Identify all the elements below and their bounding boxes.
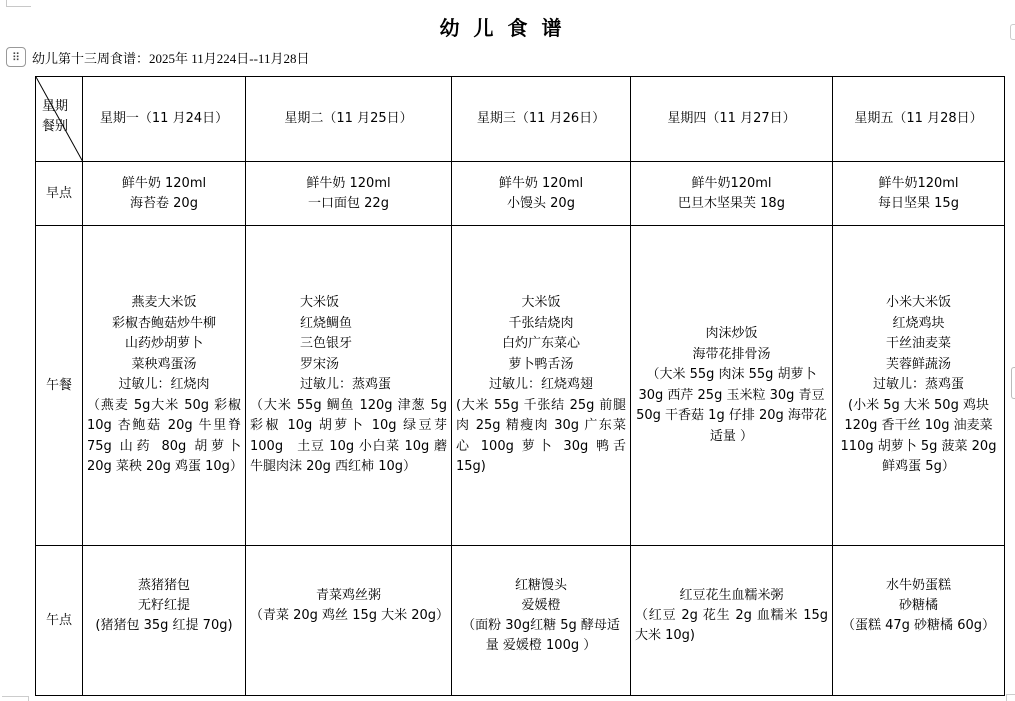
lunch-cell-mon (83, 226, 246, 546)
snack-cell-tue (246, 546, 452, 696)
dish-name: 彩椒杏鲍菇炒牛柳 (111, 315, 216, 331)
menu-item: 鲜牛奶120ml (878, 175, 959, 191)
breakfast-cell-mon (83, 162, 246, 226)
dish-name: 砂糖橘 (898, 598, 938, 613)
move-handle-icon: ⠿ (11, 50, 21, 64)
menu-item: 鲜牛奶 120ml (306, 175, 391, 191)
dish-name: 罗宋汤 (300, 356, 340, 372)
menu-item: 一口面包 22g (308, 195, 389, 211)
breakfast-cell-wed (452, 162, 631, 226)
allergy-alternative: 过敏儿：红烧鸡翅 (488, 377, 593, 393)
dish-name: 山药炒胡萝卜 (124, 336, 203, 352)
corner-header-bottom: 餐别 (42, 119, 69, 134)
ingredients-list: （蛋糕 47g 砂糖橘 60g） (842, 618, 995, 633)
menu-item: 鲜牛奶120ml (691, 175, 772, 191)
dish-name: 小米大米饭 (885, 295, 951, 311)
snack-cell-thu (631, 546, 833, 696)
table-row-lunch (36, 226, 1005, 546)
dish-name: 水牛奶蛋糕 (885, 578, 951, 593)
ingredients-list: (小米 5g 大米 50g 鸡块 120g 香干丝 10g 油麦菜 110g 胡萝卜 5g 菠菜 20g 鲜鸡蛋 5g） (840, 397, 997, 475)
allergy-alternative: 过敏儿：蒸鸡蛋 (872, 377, 964, 393)
corner-header-top: 星期 (42, 99, 69, 114)
scrollbar-handle[interactable] (1011, 367, 1015, 399)
breakfast-cell-thu (631, 162, 833, 226)
snack-cell-fri (833, 546, 1005, 696)
dish-name: 红烧鲷鱼 (300, 315, 353, 331)
week-subtitle: 幼儿第十三周食谱：2025年 11月224日--11月28日 (32, 51, 310, 66)
dish-name: 肉沫炒饭 (705, 326, 758, 341)
ingredients-list: （面粉 30g红糖 5g 酵母适量 爱媛橙 100g ） (462, 618, 620, 653)
dish-name: 萝卜鸭舌汤 (508, 356, 574, 372)
ingredients-list: （红豆 2g 花生 2g 血糯米 15g 大米 10g) (635, 608, 828, 643)
day-header-mon: 星期一（11 月24日） (83, 77, 246, 162)
day-header-wed: 星期三（11 月26日） (452, 77, 631, 162)
menu-item: 鲜牛奶 120ml (121, 175, 207, 191)
snack-cell-wed (452, 546, 631, 696)
table-header-row (36, 77, 1005, 162)
day-header-thu: 星期四（11 月27日） (631, 77, 833, 162)
lunch-cell-wed (452, 226, 631, 546)
table-move-handle[interactable] (6, 47, 26, 67)
dish-name: 无籽红提 (137, 598, 190, 613)
meal-label-breakfast: 早点 (36, 162, 83, 226)
ingredients-list: （燕麦 5g大米 50g 彩椒 10g 杏鲍菇 20g 牛里脊 75g 山药 80g 胡萝卜 20g 菜秧 20g 鸡蛋 10g） (87, 397, 243, 475)
dish-name: 三色银牙 (300, 336, 353, 352)
ingredients-list: （大米 55g 鲷鱼 120g 津葱 5g 彩椒 10g 胡萝卜 10g 绿豆芽 100g 土豆 10g 小白菜 10g 蘑 牛腿肉沫 20g 西红柿 10g） (250, 397, 447, 475)
page-corner-mark (2, 696, 29, 701)
meal-label-afternoon-snack: 午点 (36, 546, 83, 696)
breakfast-cell-tue (246, 162, 452, 226)
page-title: 幼儿食谱 (439, 16, 576, 40)
dish-name: 千张结烧肉 (508, 315, 574, 331)
menu-item: 小馒头 20g (507, 195, 575, 211)
table-row-breakfast (36, 162, 1005, 226)
menu-item: 海苔卷 20g (130, 195, 198, 211)
dish-name: 爱媛橙 (521, 598, 561, 613)
dish-name: 海带花排骨汤 (692, 346, 771, 362)
dish-name: 红糖馒头 (514, 578, 567, 593)
dish-name: 青菜鸡丝粥 (315, 588, 381, 603)
allergy-alternative: 过敏儿：蒸鸡蛋 (300, 377, 392, 393)
dish-name: 大米饭 (300, 295, 340, 311)
dish-name: 白灼广东菜心 (501, 336, 580, 352)
menu-table (35, 76, 1005, 696)
menu-item: 鲜牛奶 120ml (498, 175, 584, 191)
ingredients-list: （大米 55g 肉沫 55g 胡萝卜 30g 西芹 25g 玉米粒 30g 青豆 50g 干香菇 1g 仔排 20g 海带花适量 ） (636, 367, 827, 444)
menu-item: 巴旦木坚果芙 18g (678, 195, 785, 211)
page-corner-mark (6, 0, 31, 7)
lunch-cell-tue (246, 226, 452, 546)
ingredients-list: (大米 55g 千张结 25g 前腿肉 25g 精瘦肉 30g 广东菜心 100g 萝卜 30g 鸭舌 15g) (456, 397, 626, 475)
lunch-cell-fri (833, 226, 1005, 546)
dish-name: 红豆花生血糯米粥 (679, 588, 784, 603)
ingredients-list: (猪猪包 35g 红提 70g) (95, 618, 233, 633)
meal-label-lunch: 午餐 (36, 226, 83, 546)
ingredients-list: （青菜 20g 鸡丝 15g 大米 20g） (250, 608, 450, 623)
breakfast-cell-fri (833, 162, 1005, 226)
dish-name: 大米饭 (521, 295, 561, 311)
day-header-fri: 星期五（11 月28日） (833, 77, 1005, 162)
dish-name: 蒸猪猪包 (137, 578, 190, 593)
dish-name: 芙蓉鲜蔬汤 (885, 356, 951, 372)
snack-cell-mon (83, 546, 246, 696)
table-row-afternoon-snack (36, 546, 1005, 696)
corner-header-cell (36, 77, 83, 162)
allergy-alternative: 过敏儿：红烧肉 (118, 377, 210, 393)
dish-name: 菜秧鸡蛋汤 (131, 356, 197, 372)
lunch-cell-thu (631, 226, 833, 546)
day-header-tue: 星期二（11 月25日） (246, 77, 452, 162)
menu-item: 每日坚果 15g (878, 195, 959, 211)
dish-name: 干丝油麦菜 (885, 336, 951, 352)
dish-name: 红烧鸡块 (892, 315, 945, 331)
dish-name: 燕麦大米饭 (131, 295, 197, 311)
